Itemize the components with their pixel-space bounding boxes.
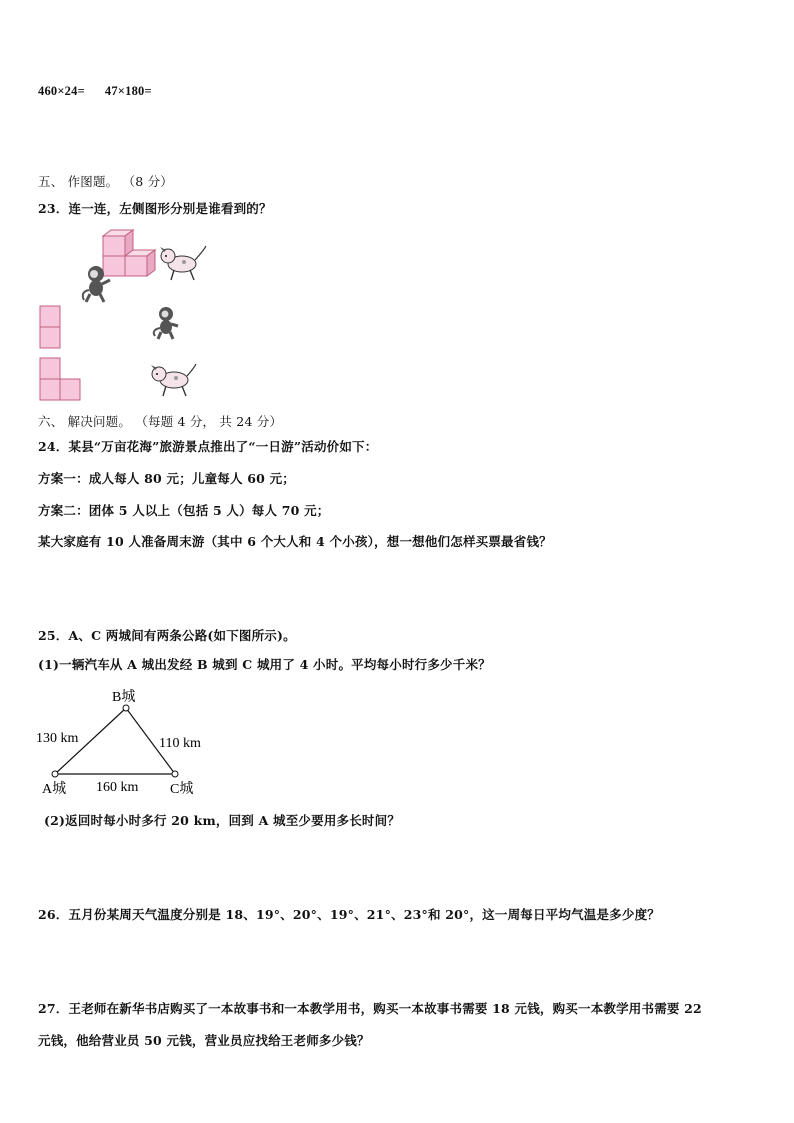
vertex-b [123,705,129,711]
view-l-shape [40,358,80,400]
q26-text: 26．五月份某周天气温度分别是 18、19°、20°、19°、21°、23°和 20°，这一周每日平均气温是多少度？ [38,907,660,922]
edge-ab-length: 130 km [36,731,79,746]
edge-ac-length: 160 km [96,780,139,795]
q24-title: 24．某县“万亩花海”旅游景点推出了“一日游”活动价如下： [38,439,378,454]
q24-plan-2: 方案二：团体 5 人以上（包括 5 人）每人 70 元； [38,503,330,518]
q25-triangle-diagram [34,685,234,800]
edge-bc-length: 110 km [159,736,201,751]
cube-stack-figure [103,230,155,276]
monkey-icon-2 [154,307,178,339]
calc-expr-2: 47×180= [104,84,152,98]
q27-line-2: 元钱，他给营业员 50 元钱，营业员应找给王老师多少钱？ [38,1033,370,1048]
dog-icon [160,246,206,280]
q23-text: 23．连一连，左侧图形分别是谁看到的？ [38,201,272,216]
label-a: A城 [42,782,67,797]
calc-expr-1: 460×24= [38,84,85,98]
q23-figure [30,222,230,404]
vertex-c [172,771,178,777]
label-b: B城 [112,690,136,705]
section-6-heading: 六、 解决问题。 （每题 4 分， 共 24 分） [38,414,283,429]
q27-line-1: 27．王老师在新华书店购买了一本故事书和一本教学用书，购买一本故事书需要 18 元钱，购买一本教学用书需要 22 [38,1001,702,1016]
view-two-stacked-squares [40,306,60,348]
label-c: C城 [170,782,194,797]
calc-row [38,84,152,99]
q24-question: 某大家庭有 10 人准备周末游（其中 6 个大人和 4 个小孩），想一想他们怎样买票最省钱？ [38,534,552,549]
q25-part-1: (1)一辆汽车从 A 城出发经 B 城到 C 城用了 4 小时。平均每小时行多少千米？ [38,657,491,672]
q25-part-2: (2)返回时每小时多行 20 km，回到 A 城至少要用多长时间？ [44,813,401,828]
q24-plan-1: 方案一：成人每人 80 元；儿童每人 60 元； [38,471,295,486]
section-5-heading: 五、 作图题。 （8 分） [38,174,173,189]
q25-title: 25．A、C 两城间有两条公路(如下图所示)。 [38,628,296,643]
vertex-a [52,771,58,777]
dog-icon-2 [151,364,196,396]
